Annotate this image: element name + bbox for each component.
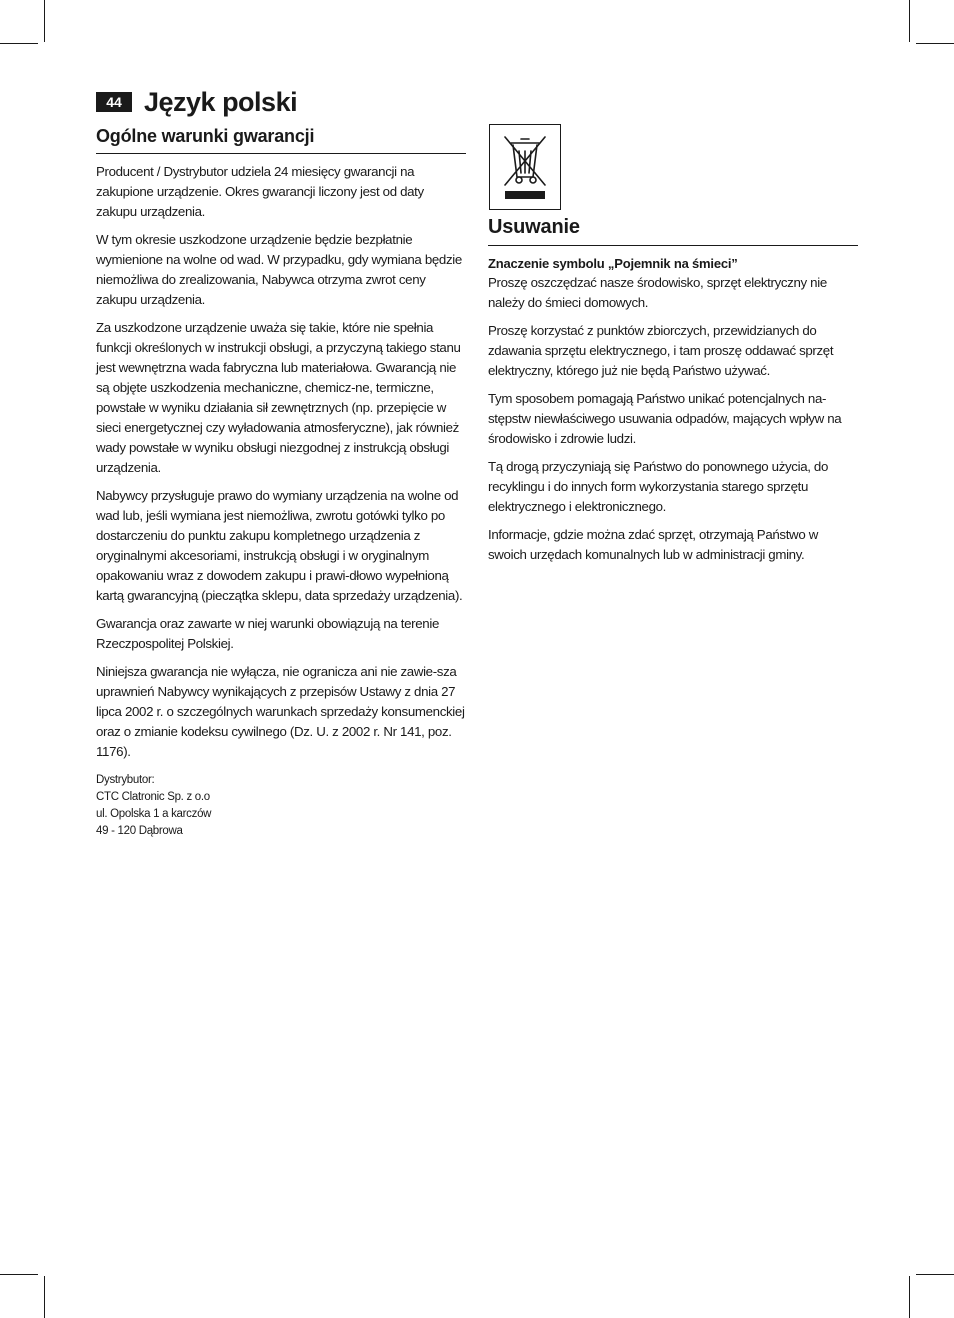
crop-mark: [909, 1276, 910, 1318]
crop-mark: [0, 1274, 38, 1275]
crop-mark: [44, 0, 45, 42]
language-title: Język polski: [144, 87, 298, 117]
distributor-label: Dystrybutor:: [96, 774, 155, 786]
warranty-title: Ogólne warunki gwarancji: [96, 126, 466, 154]
distributor-address: [96, 772, 466, 840]
disposal-paragraph: Tym sposobem pomagają Państwo unikać potencjalnych na-stępstw niewłaściwego usuwania odpadów, mających wpływ na środowisko i zdrowie ludzi.: [488, 391, 842, 446]
weee-symbol-box: [489, 124, 561, 210]
warranty-content: [96, 162, 466, 840]
page-number: 44: [96, 92, 132, 112]
distributor-city: 49 - 120 Dąbrowa: [96, 825, 183, 837]
warranty-paragraph: Niniejsza gwarancja nie wyłącza, nie ogranicza ani nie zawie-sza uprawnień Nabywcy wynikających z przepisów Ustawy z dnia 27 lipca 2002 r. o szczególnych warunkach sprzedaży konsumenckiej oraz o zmianie kodeksu cywilnego (Dz. U. z 2002 r. Nr 141, poz. 1176).: [96, 664, 465, 759]
disposal-paragraph: Proszę korzystać z punktów zbiorczych, przewidzianych do zdawania sprzętu elektrycznego, i tam proszę oddawać sprzęt elektryczny, którego już nie będą Państwo używać.: [488, 323, 834, 378]
page-header: [96, 84, 297, 120]
distributor-street: ul. Opolska 1 a karczów: [96, 808, 212, 820]
distributor-company: CTC Clatronic Sp. z o.o: [96, 791, 210, 803]
crop-mark: [44, 1276, 45, 1318]
crop-mark: [916, 1274, 954, 1275]
disposal-paragraph: Proszę oszczędzać nasze środowisko, sprzęt elektryczny nie należy do śmieci domowych.: [488, 275, 827, 310]
disposal-title: Usuwanie: [488, 216, 858, 246]
disposal-paragraph: Tą drogą przyczyniają się Państwo do ponownego użycia, do recyklingu i do innych form wykorzystania starego sprzętu elektrycznego i elektronicznego.: [488, 459, 829, 514]
disposal-section: [488, 124, 858, 573]
warranty-section: [96, 124, 466, 840]
crossed-out-wheelie-bin-icon: [497, 129, 553, 205]
disposal-paragraph: Informacje, gdzie można zdać sprzęt, otrzymają Państwo w swoich urzędach komunalnych lub w administracji gminy.: [488, 527, 818, 562]
warranty-paragraph: Gwarancja oraz zawarte w niej warunki obowiązują na terenie Rzeczpospolitej Polskiej.: [96, 616, 439, 651]
warranty-paragraph: Za uszkodzone urządzenie uważa się takie, które nie spełnia funkcji określonych w instrukcji obsługi, a przyczyną takiego stanu jest wewnętrzna wada fabryczna lub materiałowa. Gwarancją nie są objęte uszkodzenia mechaniczne, chemicz-ne, termiczne, powstałe w wyniku działania sił zewnętrznych (np. przepięcie w sieci energetycznej czy wyładowania atmosferyczne), jak również wady powstałe w wyniku obsługi niezgodnej z instrukcją obsługi urządzenia.: [96, 320, 461, 475]
disposal-subtitle: Znaczenie symbolu „Pojemnik na śmieci”: [488, 256, 738, 271]
warranty-paragraph: W tym okresie uszkodzone urządzenie będzie bezpłatnie wymienione na wolne od wad. W przypadku, gdy wymiana będzie niemożliwa do zrealizowania, Nabywca otrzyma zwrot ceny zakupu urządzenia.: [96, 232, 462, 307]
crop-mark: [0, 43, 38, 44]
disposal-content: [488, 256, 858, 565]
warranty-paragraph: Nabywcy przysługuje prawo do wymiany urządzenia na wolne od wad lub, jeśli wymiana jest niemożliwa, zwrotu gotówki tylko po dostarczeniu do punktu zakupu kompletnego urządzenia z oryginalnymi akcesoriami, instrukcją obsługi i w oryginalnym opakowaniu wraz z dowodem zakupu i prawi-dłowo wypełnioną kartą gwarancyjną (pieczątka sklepu, data sprzedaży urządzenia).: [96, 488, 463, 603]
warranty-paragraph: Producent / Dystrybutor udziela 24 miesięcy gwarancji na zakupione urządzenie. Okres gwarancji liczony jest od daty zakupu urządzenia.: [96, 164, 424, 219]
crop-mark: [909, 0, 910, 42]
crop-mark: [916, 43, 954, 44]
